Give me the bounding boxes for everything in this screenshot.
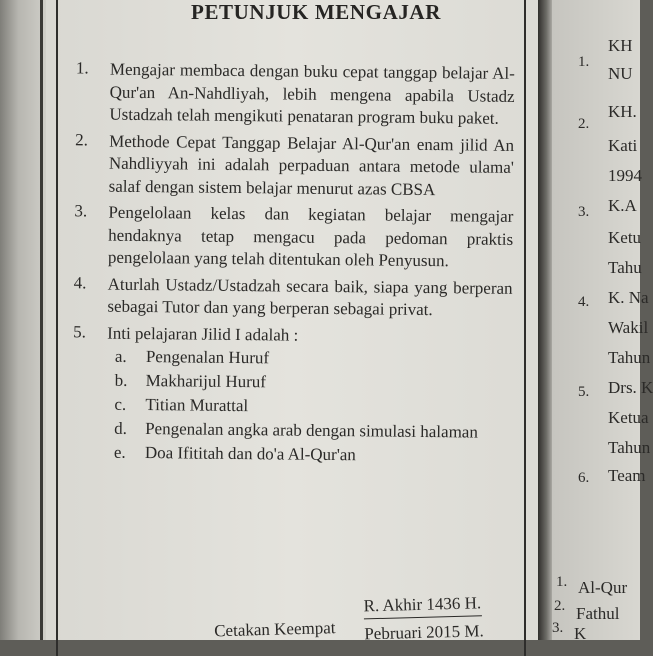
sub-item-text: Pengenalan Huruf <box>145 347 270 368</box>
item-text: Aturlah Ustadz/Ustadzah secara baik, siapa yang berperan sebagai Tutor dan yang berperan sebagai privat. <box>107 274 513 320</box>
list-item <box>43 272 523 322</box>
r-item-number: 1. <box>578 54 590 70</box>
item-number: 5. <box>73 321 86 341</box>
next-page <box>552 0 653 643</box>
r-item-text: Kati <box>608 136 638 155</box>
item-number: 2. <box>75 129 88 149</box>
item-number: 3. <box>74 201 88 221</box>
sub-item-text: Doa Ifititah dan do'a Al-Qur'an <box>144 443 356 465</box>
r-item-text: KH <box>608 36 633 55</box>
sub-item-text: Pengenalan angka arab dengan simulasi halaman <box>145 419 479 442</box>
r-item-text: Tahun <box>608 438 651 457</box>
r-item-number: 2. <box>554 598 566 614</box>
r-item-number: 3. <box>578 204 590 220</box>
item-number: 4. <box>73 272 87 292</box>
r-item-text: Tahun <box>608 348 651 367</box>
sub-item-text: Titian Murattal <box>145 395 249 416</box>
r-item-number: 1. <box>556 574 568 590</box>
r-item-number: 4. <box>578 294 590 310</box>
r-item-text: NU <box>608 64 633 83</box>
instruction-list <box>42 58 526 471</box>
sub-item-letter: c. <box>114 394 127 414</box>
r-item-text: Drs. K <box>608 378 653 397</box>
r-item-text: Fathul <box>576 604 620 623</box>
item-text: Inti pelajaran Jilid I adalah : <box>107 323 299 345</box>
r-item-number: 2. <box>578 116 590 132</box>
item-text: Pengelolaan kelas dan kegiatan belajar mengajar hendaknya tetap mengacu pada pedoman praktis pengelolaan yang telah ditentukan oleh Penyusun. <box>107 202 514 271</box>
edition-label: Cetakan Keempat <box>213 618 336 641</box>
r-item-text: KH. <box>608 102 637 121</box>
item-number: 1. <box>75 58 89 78</box>
item-text: Mengajar membaca dengan buku cepat tanggap belajar Al-Qur'an An-Nahdliyah, lebih mengena apabila Ustadz Ustadzah telah mengikuti penataran program buku paket. <box>109 59 515 128</box>
edition-footer <box>213 592 544 651</box>
list-item <box>45 129 526 202</box>
r-item-number: 5. <box>578 384 590 400</box>
r-item-text: 1994 <box>608 166 642 185</box>
list-item <box>45 58 526 131</box>
book-gutter <box>538 0 552 640</box>
r-item-text: Tahu <box>608 258 642 277</box>
list-item <box>44 201 525 274</box>
r-item-text: Al-Qur <box>578 578 628 597</box>
masehi-date: Pebruari 2015 M. <box>364 621 485 644</box>
r-item-text: Ketua <box>608 408 649 427</box>
r-item-number: 3. <box>552 620 564 636</box>
r-item-number: 6. <box>578 470 590 486</box>
page-title: PETUNJUK MENGAJAR <box>191 0 441 24</box>
r-item-text: Team <box>608 466 646 485</box>
sub-list-item <box>42 442 522 471</box>
main-page <box>46 0 538 644</box>
item-text: Methode Cepat Tanggap Belajar Al-Qur'an enam jilid An Nahdliyyah ini adalah perpaduan antara metode ulama' salaf dengan sistem belajar menurut azas CBSA <box>108 131 515 199</box>
r-item-text: K.A <box>608 196 637 215</box>
sub-item-letter: d. <box>114 418 127 438</box>
sub-item-letter: e. <box>113 442 126 462</box>
next-page-list <box>552 0 653 640</box>
r-item-text: K <box>574 624 587 643</box>
sub-item-letter: b. <box>114 370 128 390</box>
hijri-date: R. Akhir 1436 H. <box>363 593 481 619</box>
sub-item-letter: a. <box>114 346 127 366</box>
list-item <box>43 321 523 349</box>
r-item-text: Wakil <box>608 318 649 337</box>
sub-item-text: Makharijul Huruf <box>145 371 267 392</box>
r-item-text: K. Na <box>608 288 649 307</box>
r-item-text: Ketu <box>608 228 642 247</box>
next-page-bottom-list <box>552 560 640 643</box>
